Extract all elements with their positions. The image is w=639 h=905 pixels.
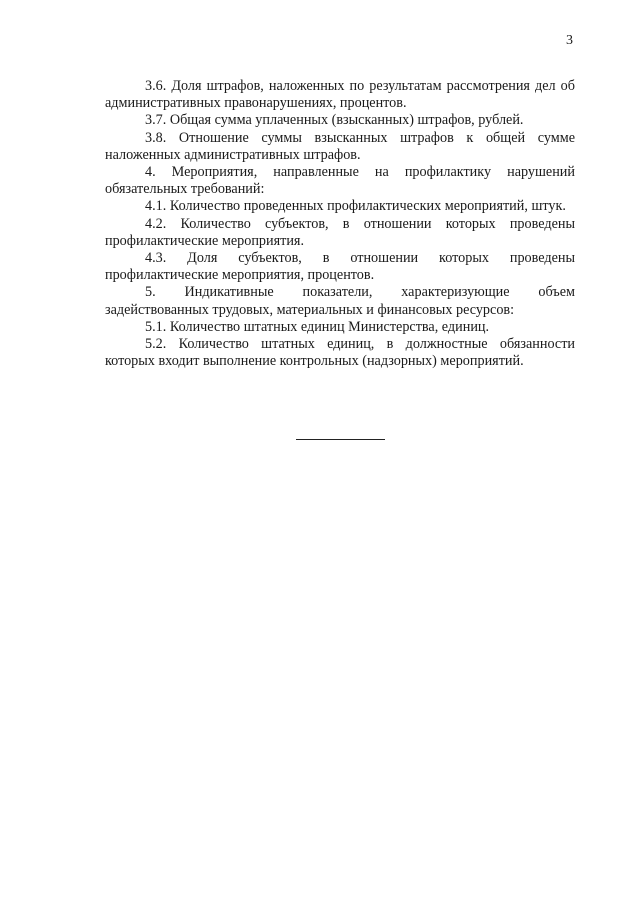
- document-body: [105, 78, 575, 370]
- paragraph-4-2: 4.2. Количество субъектов, в отношении которых проведены профилактические мероприятия.: [105, 215, 575, 249]
- paragraph-4: 4. Мероприятия, направленные на профилактику нарушений обязательных требований:: [105, 164, 575, 198]
- paragraph-3-6: 3.6. Доля штрафов, наложенных по результатам рассмотрения дел об административных правонарушениях, процентов.: [105, 78, 575, 112]
- paragraph-5: 5. Индикативные показатели, характеризующие объем задействованных трудовых, материальных и финансовых ресурсов:: [105, 284, 575, 318]
- paragraph-4-3: 4.3. Доля субъектов, в отношении которых проведены профилактические мероприятия, процентов.: [105, 250, 575, 284]
- page-number: 3: [566, 33, 573, 48]
- paragraph-5-2: 5.2. Количество штатных единиц, в должностные обязанности которых входит выполнение контрольных (надзорных) мероприятий.: [105, 336, 575, 370]
- paragraph-4-1: 4.1. Количество проведенных профилактических мероприятий, штук.: [145, 198, 566, 215]
- paragraph-3-8: 3.8. Отношение суммы взысканных штрафов к общей сумме наложенных административных штрафов.: [105, 129, 575, 163]
- end-separator-line: [296, 439, 385, 440]
- paragraph-5-1: 5.1. Количество штатных единиц Министерства, единиц.: [145, 318, 490, 335]
- paragraph-3-7: 3.7. Общая сумма уплаченных (взысканных) штрафов, рублей.: [145, 112, 524, 129]
